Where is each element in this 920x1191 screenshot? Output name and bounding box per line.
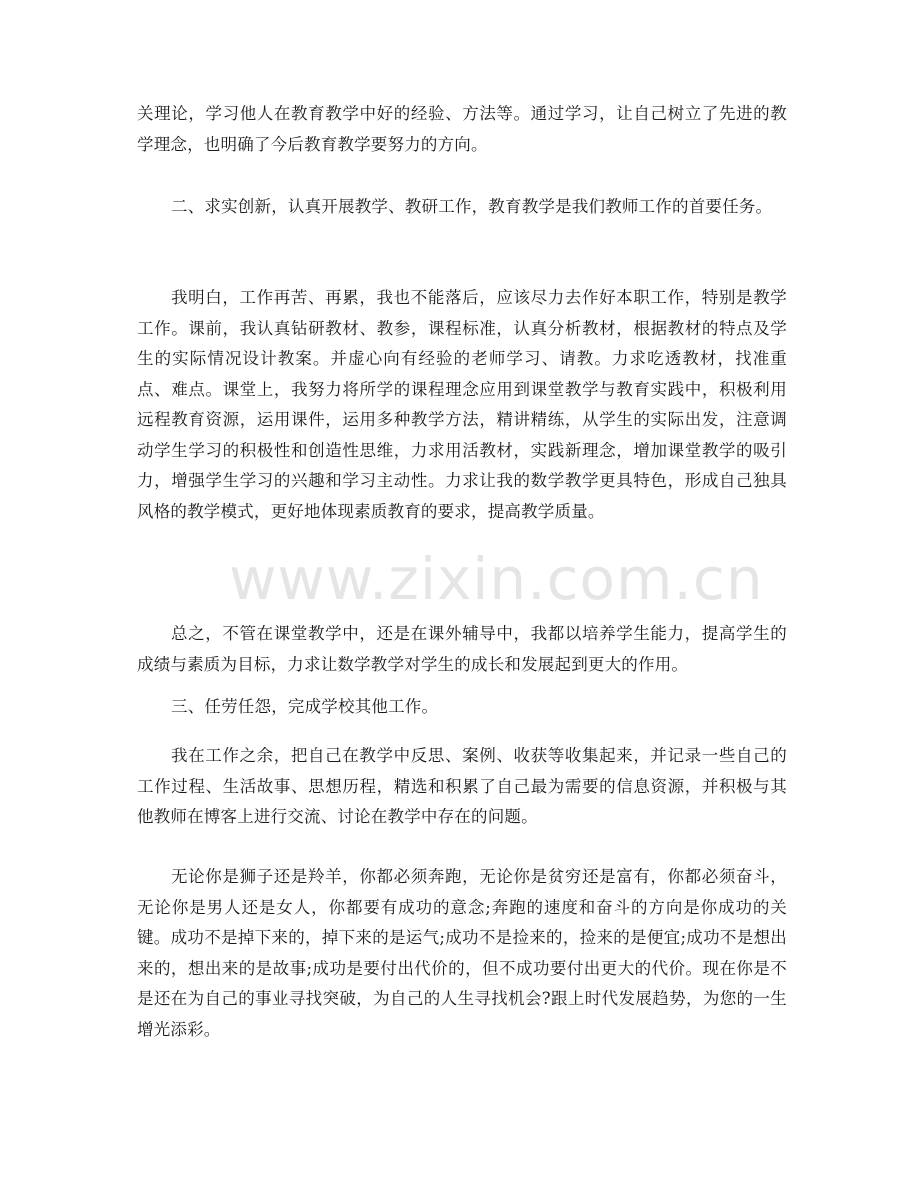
paragraph-teaching-work: 我明白，工作再苦、再累，我也不能落后，应该尽力去作好本职工作，特别是教学工作。课前，我认真钻研教材、教参，课程标准，认真分析教材，根据教材的特点及学生的实际情况设计教案。并虚心向有经验的老师学习、请教。力求吃透教材，找准重点、难点。课堂上，我努力将所学的课程理念应用到课堂教学与教育实践中，积极利用远程教育资源，运用课件，运用多种教学方法，精讲精练，从学生的实际出发，注意调动学生学习的积极性和创造性思维，力求用活教材，实践新理念，增加课堂教学的吸引力，增强学生学习的兴趣和学习主动性。力求让我的数学教学更具特色，形成自己独具风格的教学模式，更好地体现素质教育的要求，提高教学质量。 [137,288,787,521]
paragraph-motivation: 无论你是狮子还是羚羊，你都必须奔跑，无论你是贫穷还是富有，你都必须奋斗，无论你是男人还是女人，你都要有成功的意念;奔跑的速度和奋斗的方向是你成功的关键。成功不是掉下来的，掉下来的是运气;成功不是捡来的，捡来的是便宜;成功不是想出来的，想出来的是故事;成功是要付出代价的，但不成功要付出更大的代价。现在你是不是还在为自己的事业寻找突破，为自己的人生寻找机会?跟上时代发展趋势，为您的一生增光添彩。 [137,867,787,1039]
paragraph-summary: 总之，不管在课堂教学中，还是在课外辅导中，我都以培养学生能力，提高学生的成绩与素质为目标，力求让数学教学对学生的成长和发展起到更大的作用。 [137,624,787,674]
paragraph-continued-theory: 关理论，学习他人在教育教学中好的经验、方法等。通过学习，让自己树立了先进的教学理念，也明确了今后教育教学要努力的方向。 [137,104,787,154]
section-heading-three: 三、任劳任怨，完成学校其他工作。 [171,697,439,716]
paragraph-other-work: 我在工作之余，把自己在教学中反思、案例、收获等收集起来，并记录一些自己的工作过程、生活故事、思想历程，精选和积累了自己最为需要的信息资源，并积极与其他教师在博客上进行交流、讨论在教学中存在的问题。 [137,746,787,826]
watermark: www.zixin.com.cn [229,545,764,613]
section-heading-two: 二、求实创新，认真开展教学、教研工作，教育教学是我们教师工作的首要任务。 [171,197,773,216]
